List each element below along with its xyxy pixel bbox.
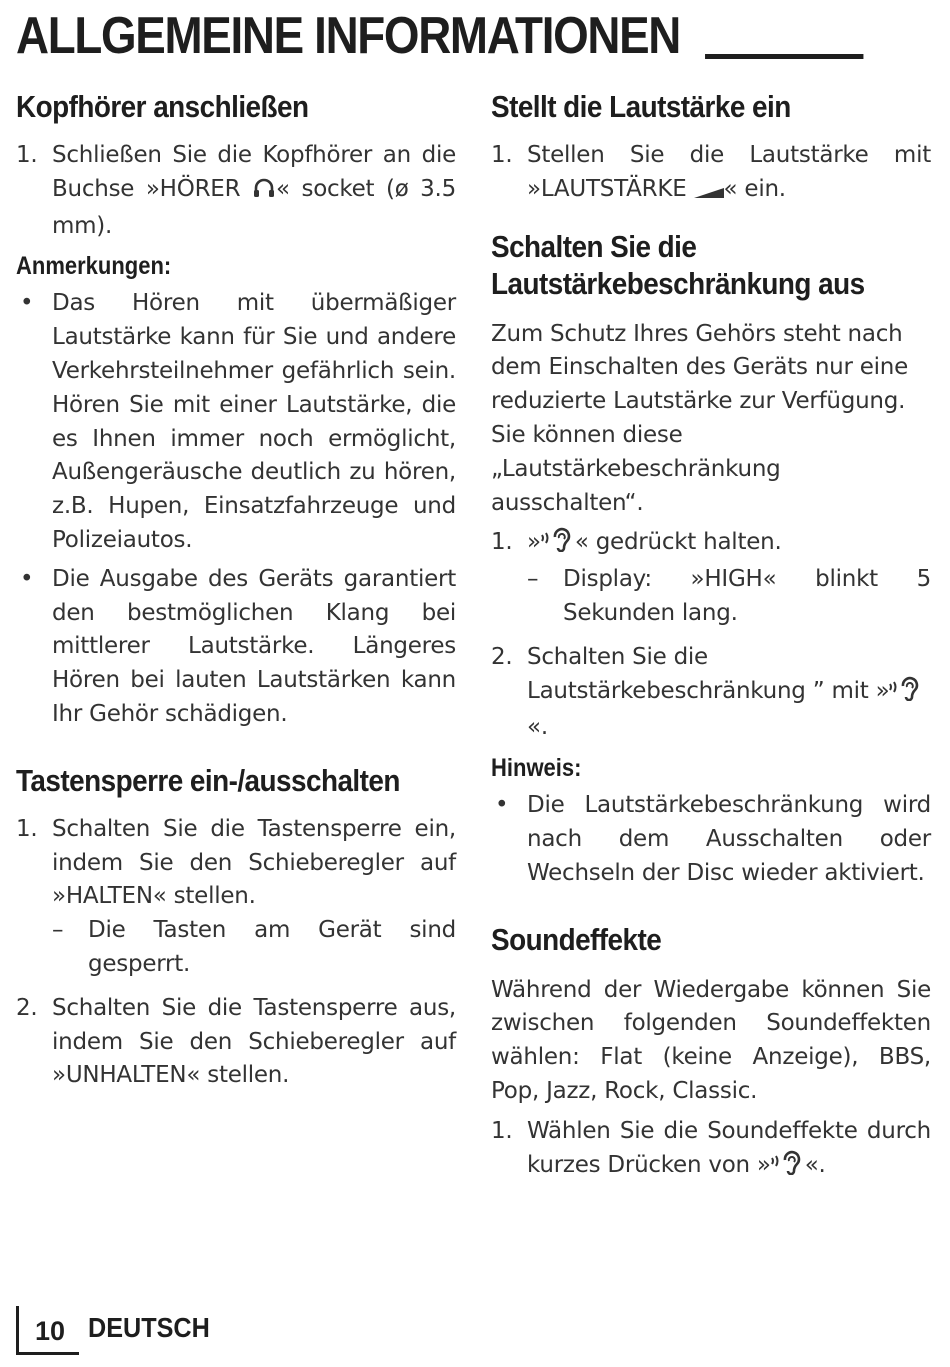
bullet: • — [20, 565, 34, 592]
page-title: ALLGEMEINE INFORMATIONEN — [16, 6, 863, 66]
note-text: Das Hören mit übermäßiger Lautstärke kann für Sie und andere Verkehrsteilnehmer gefährlich sein. Hören Sie mit einer Lautstärke, die es Ihnen immer noch ermöglicht, Außengeräusche deutlich zu hören, z.B. Hupen, Einsatzfahrzeuge und Polizeiautos. — [52, 290, 456, 553]
section-heading: Tastensperre ein-/ausschalten — [16, 762, 400, 798]
section-volume — [491, 88, 931, 210]
section-heading: Kopfhörer anschließen — [16, 89, 309, 124]
hearing-icon — [889, 675, 923, 712]
dash: – — [52, 917, 64, 944]
step-text: «. — [527, 714, 548, 741]
notes-heading: Anmerkungen: — [16, 252, 172, 281]
step-text: « ein. — [723, 175, 786, 202]
bullet: • — [20, 290, 34, 317]
list-item — [491, 641, 931, 745]
step-text: « socket (ø 3.5 mm). — [52, 175, 456, 239]
note-text: Die Ausgabe des Geräts garantiert den bestmöglichen Klang bei mittlerer Lautstärke. Längeres Hören bei lauten Lautstärken kann Ihr Gehör schädigen. — [52, 565, 456, 727]
left-column — [16, 88, 456, 1093]
step-number: 2. — [16, 994, 38, 1021]
right-column — [491, 88, 931, 1185]
list-item — [16, 563, 456, 732]
volume-icon — [694, 176, 724, 210]
intro-paragraph: Während der Wiedergabe können Sie zwischen folgenden Soundeffekten wählen: Flat (keine Anzeige), BBS, Pop, Jazz, Rock, Classic. — [491, 976, 931, 1104]
list-item — [16, 813, 456, 982]
step-text: Wählen Sie die Soundeffekte durch kurzes Drücken von » — [527, 1117, 931, 1178]
dash: – — [527, 566, 539, 593]
step-text: «. — [804, 1151, 826, 1178]
step-number: 1. — [16, 142, 38, 168]
bullet: • — [495, 792, 509, 819]
step-number: 1. — [491, 529, 513, 556]
step-text: Schalten Sie die Tastensperre ein, indem Sie den Schieberegler auf »HALTEN« stellen. — [52, 815, 456, 910]
hearing-icon — [771, 1149, 805, 1186]
step-text: Stellen Sie die Lautstärke mit »LAUTSTÄRKE — [527, 142, 931, 202]
section-headphones — [16, 88, 456, 732]
list-item — [16, 287, 456, 557]
step-text: « gedrückt halten. — [574, 529, 782, 556]
list-item — [491, 526, 931, 630]
list-item — [491, 789, 931, 890]
sub-text: Die Tasten am Gerät sind gesperrt. — [88, 917, 456, 977]
hint-heading: Hinweis: — [491, 754, 582, 783]
section-keylock — [16, 762, 456, 1093]
list-item — [491, 139, 931, 210]
section-heading: Stellt die Lautstärke ein — [491, 89, 791, 124]
page-number-box — [16, 1306, 79, 1355]
step-number: 1. — [491, 142, 513, 168]
step-text: » — [527, 529, 541, 556]
section-sound-effects — [491, 921, 931, 1186]
title-rule — [705, 54, 863, 59]
sub-item — [52, 914, 456, 982]
step-text: Schließen Sie die Kopfhörer an die Buchse »HÖRER — [52, 142, 456, 202]
hearing-icon — [541, 526, 575, 563]
footer-language: DEUTSCH — [88, 1312, 210, 1343]
headphones-icon — [252, 176, 276, 210]
step-number: 2. — [491, 643, 513, 670]
intro-paragraph: Zum Schutz Ihres Gehörs steht nach dem Einschalten des Geräts nur eine reduzierte Lautstärke zur Verfügung. Sie können diese „Lautstärkebeschränkung ausschalten“. — [491, 320, 909, 516]
list-item — [491, 1115, 931, 1186]
list-item — [16, 992, 456, 1093]
page-number: 10 — [35, 1316, 66, 1346]
section-volume-limit — [491, 228, 931, 891]
step-number: 1. — [16, 815, 38, 842]
section-heading: Soundeffekte — [491, 921, 662, 957]
sub-text: Display: »HIGH« blinkt 5 Sekunden lang. — [563, 566, 931, 626]
step-number: 1. — [491, 1117, 513, 1144]
section-heading: Schalten Sie die Lautstärkebeschränkung aus — [491, 228, 865, 301]
hint-text: Die Lautstärkebeschränkung wird nach dem Ausschalten oder Wechseln der Disc wieder aktiviert. — [527, 792, 931, 886]
list-item — [16, 139, 456, 243]
sub-item — [527, 563, 931, 631]
step-text: Schalten Sie die Lautstärkebeschränkung ” mit » — [527, 643, 890, 704]
step-text: Schalten Sie die Tastensperre aus, indem Sie den Schieberegler auf »UNHALTEN« stellen. — [52, 994, 456, 1089]
